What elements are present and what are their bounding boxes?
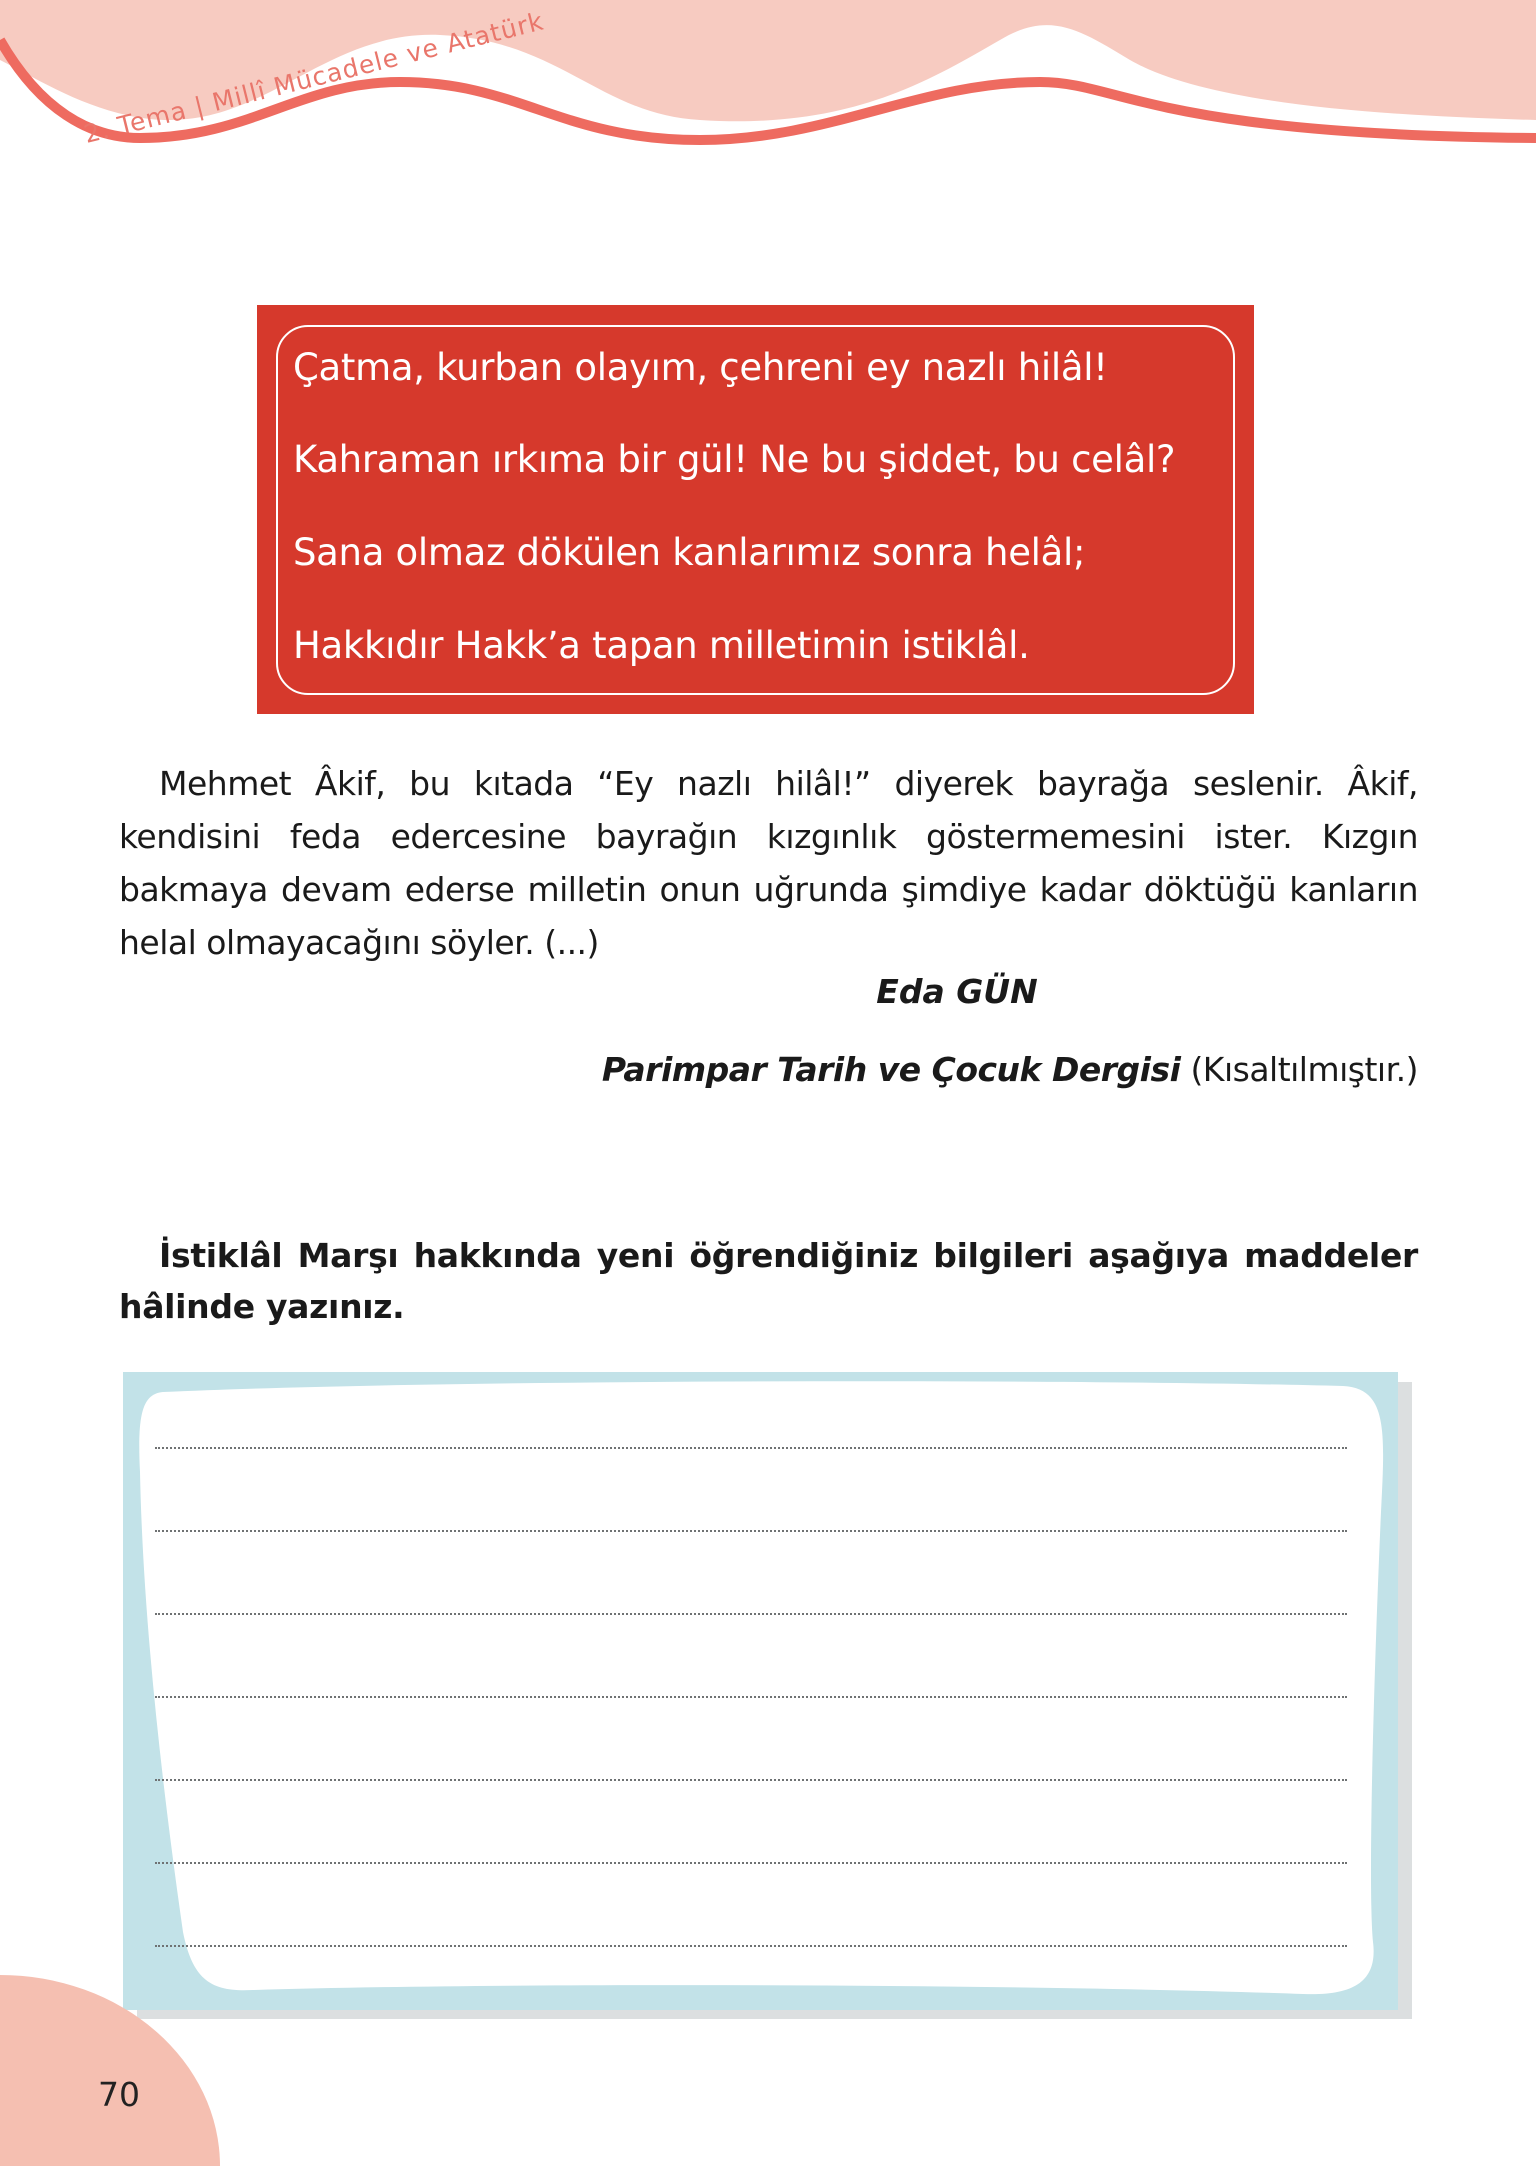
- answer-box: [123, 1372, 1398, 2010]
- theme-label: 2. Tema | Millî Mücadele ve Atatürk: [80, 6, 547, 150]
- author-name: Eda GÜN: [876, 972, 1038, 1011]
- poem-line: Kahraman ırkıma bir gül! Ne bu şiddet, bu celâl?: [293, 438, 1176, 481]
- poem-line: Hakkıdır Hakk’a tapan milletimin istiklâl.: [293, 624, 1030, 667]
- source-citation: [602, 1050, 1418, 1089]
- answer-paper: [123, 1372, 1398, 2010]
- source-title: Parimpar Tarih ve Çocuk Dergisi: [601, 1050, 1181, 1089]
- page-number: 70: [98, 2075, 140, 2114]
- poem-line: Sana olmaz dökülen kanlarımız sonra helâl;: [293, 531, 1086, 574]
- answer-line[interactable]: [155, 1779, 1347, 1781]
- answer-line[interactable]: [155, 1945, 1347, 1947]
- answer-line[interactable]: [155, 1530, 1347, 1532]
- answer-line[interactable]: [155, 1696, 1347, 1698]
- source-note: (Kısaltılmıştır.): [1190, 1050, 1418, 1089]
- answer-line[interactable]: [155, 1447, 1347, 1449]
- answer-line[interactable]: [155, 1613, 1347, 1615]
- question-label: İstiklâl Marşı hakkında yeni öğrendiğiniz bilgileri aşağıya maddeler hâlinde yazınız.: [119, 1236, 1418, 1326]
- question-text: [119, 1230, 1418, 1332]
- explanation-paragraph: [119, 757, 1418, 969]
- paragraph-text: Mehmet Âkif, bu kıtada “Ey nazlı hilâl!” diyerek bayrağa seslenir. Âkif, kendisini feda edercesine bayrağın kızgınlık göstermemesini ister. Kızgın bakmaya devam ederse milletin onun uğrunda şimdiye kadar döktüğü kanların helal olmayacağını söyler. (...): [119, 764, 1418, 962]
- poem-line: Çatma, kurban olayım, çehreni ey nazlı hilâl!: [293, 346, 1108, 389]
- poem-box: [257, 305, 1254, 714]
- answer-line[interactable]: [155, 1862, 1347, 1864]
